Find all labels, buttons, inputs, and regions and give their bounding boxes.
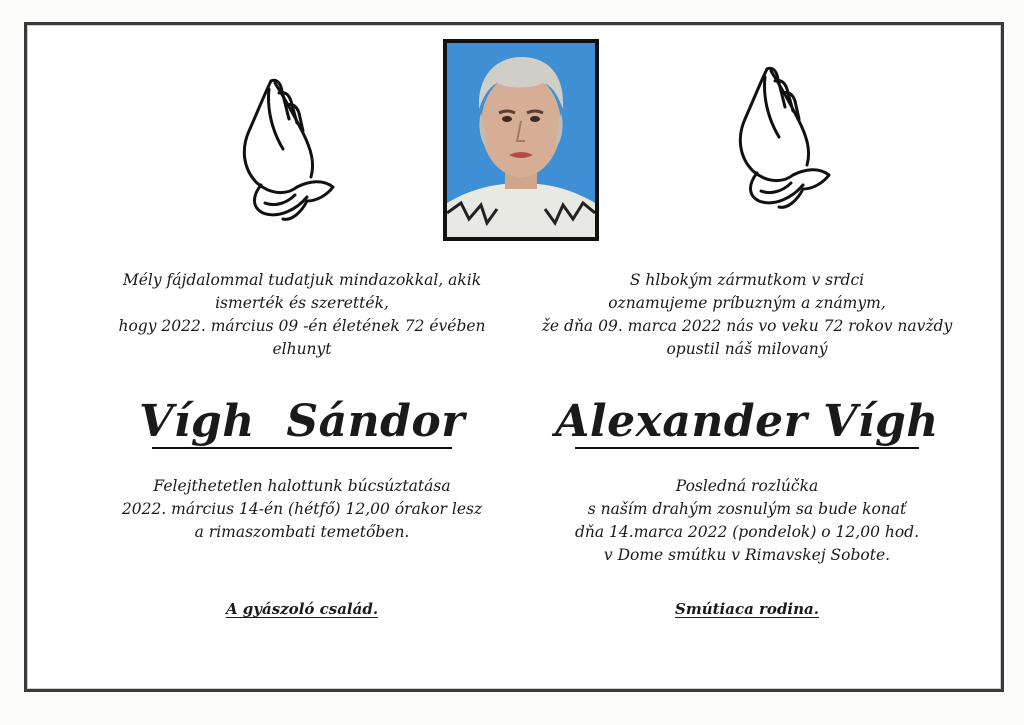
- intro-line: S hlbokým zármutkom v srdci: [629, 271, 865, 289]
- deceased-name-hu-block: [87, 397, 517, 449]
- funeral-line: Posledná rozlúčka: [675, 477, 819, 495]
- obituary-card: [24, 22, 1004, 692]
- intro-line: opustil náš milovaný: [666, 340, 828, 358]
- intro-text-sk: [527, 269, 967, 361]
- deceased-name-sk-block: [527, 397, 967, 449]
- praying-hands-icon: [727, 61, 837, 211]
- funeral-line: a rimaszombati temetőben.: [194, 523, 410, 541]
- funeral-line: dňa 14.marca 2022 (pondelok) o 12,00 hod.: [574, 523, 920, 541]
- funeral-line: 2022. március 14-én (hétfő) 12,00 órakor lesz: [121, 500, 483, 518]
- portrait-photo: [443, 39, 599, 241]
- signature-hu: A gyászoló család.: [225, 600, 379, 618]
- name-underline: [152, 447, 452, 449]
- name-underline: [575, 447, 919, 449]
- funeral-text-hu: [87, 475, 517, 544]
- intro-line: ismerték és szerették,: [215, 294, 389, 312]
- intro-line: oznamujeme príbuzným a známym,: [608, 294, 886, 312]
- signature-sk: Smútiaca rodina.: [675, 600, 819, 618]
- funeral-line: v Dome smútku v Rimavskej Sobote.: [603, 546, 891, 564]
- funeral-line: s naším drahým zosnulým sa bude konať: [587, 500, 907, 518]
- intro-line: Mély fájdalommal tudatjuk mindazokkal, akik: [122, 271, 482, 289]
- intro-line: že dňa 09. marca 2022 nás vo veku 72 rokov navždy: [541, 317, 953, 335]
- intro-line: hogy 2022. március 09 -én életének 72 évében: [118, 317, 486, 335]
- signature-hu-block: [87, 599, 517, 618]
- intro-line: elhunyt: [272, 340, 332, 358]
- deceased-name-sk: Alexander Vígh: [555, 396, 939, 447]
- praying-hands-icon: [231, 73, 341, 223]
- funeral-text-sk: [527, 475, 967, 567]
- intro-text-hu: [87, 269, 517, 361]
- funeral-line: Felejthetetlen halottunk búcsúztatása: [153, 477, 451, 495]
- signature-sk-block: [527, 599, 967, 618]
- deceased-name-hu: Vígh Sándor: [139, 396, 465, 447]
